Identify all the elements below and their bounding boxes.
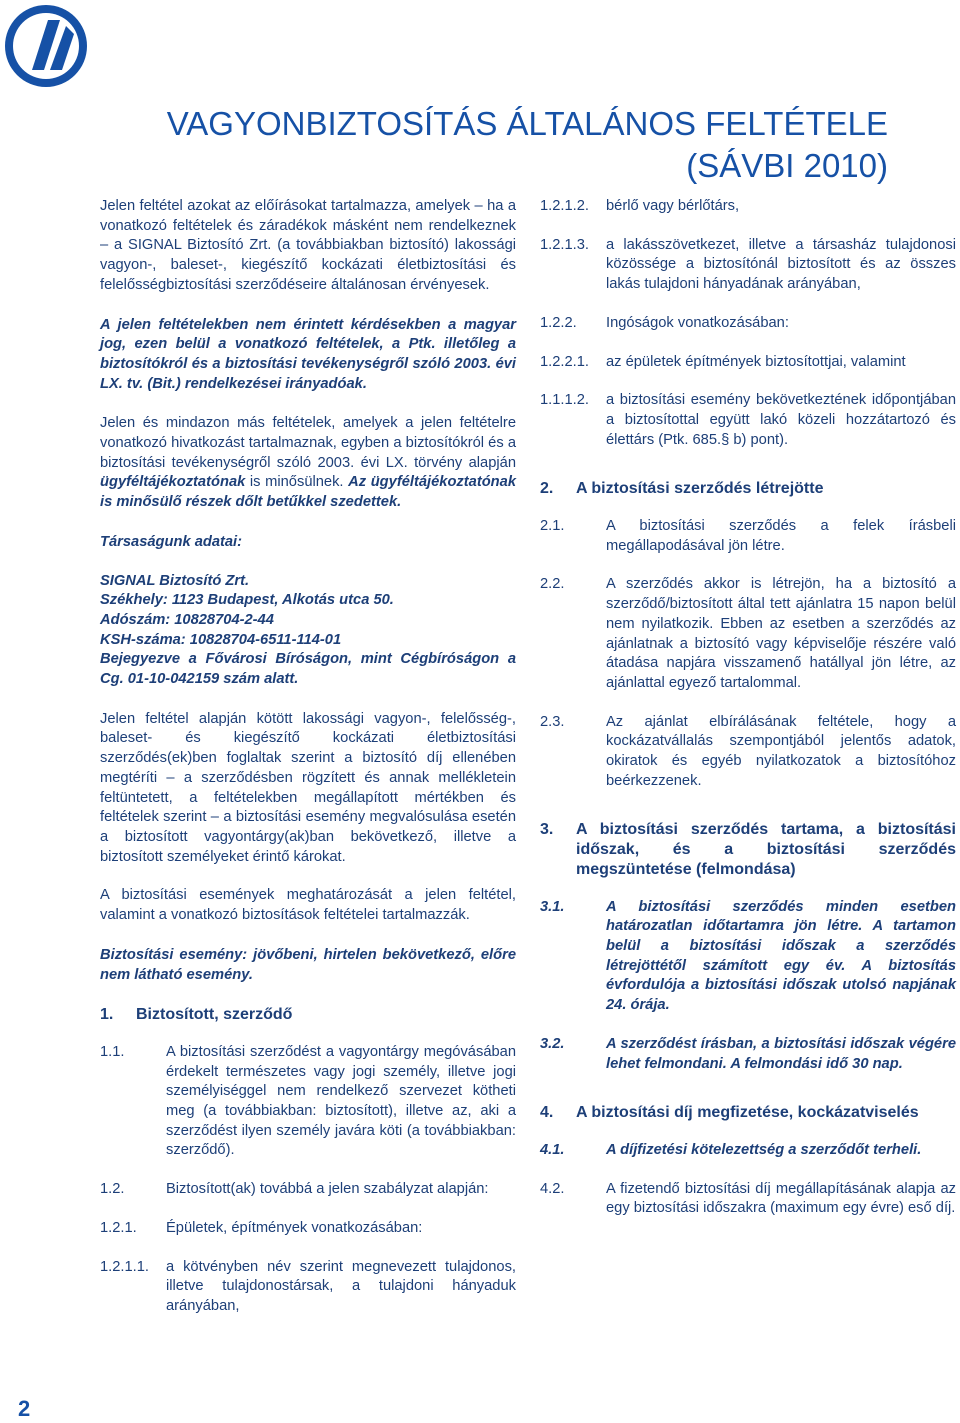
list-item: 2.3. Az ajánlat elbírálásának feltétele, hogy a kockázatvállalás szempontjából jelentős adatok, okiratok és egyéb nyilatkozatok a biztosítóhoz beérkezzenek.	[540, 713, 956, 789]
list-item: 2.1. A biztosítási szerződés a felek írásbeli megállapodásával jön létre.	[540, 518, 956, 554]
list-item: 1.2.1.2. bérlő vagy bérlőtárs,	[540, 198, 740, 214]
company-line: SIGNAL Biztosító Zrt.	[100, 572, 250, 589]
signal-logo-icon	[4, 4, 88, 88]
document-title: VAGYONBIZTOSÍTÁS ÁLTALÁNOS FELTÉTELE	[166, 105, 888, 142]
company-line: Székhely: 1123 Budapest, Alkotás utca 50.	[100, 592, 394, 609]
list-item: 1.2.1.3. a lakásszövetkezet, illetve a társasház tulajdonosi közössége a biztosítónál biztosított és az összes lakás tulajdoni hányadának arányában,	[540, 236, 956, 293]
list-item: 2.2. A szerződés akkor is létrejön, ha a biztosító a szerződő/biztosított által tett ajánlatra 15 napon belül nem nyilatkozik. Ebben az esetben a szerződés az ajánlatnak a biztosító vagy képviselője részére való átadása napjára visszamenő hatállyal jön létre, az ajánlattal egyező tartalommal.	[540, 576, 956, 691]
list-item: 1.2.1. Épületek, építmények vonatkozásában:	[100, 1219, 423, 1236]
list-item: 1.2.1.1. a kötvényben név szerint megnevezett tulajdonos, illetve tulajdonostársak, a tulajdoni hányaduk arányában,	[100, 1258, 516, 1314]
customer-info-paragraph: Jelen és mindazon más feltételek, amelyek a jelen feltételre vonatkozó hivatkozást tartalmaznak, egyben a biztosítókról és a biztosítási tevékenységről szóló 2003. évi LX. törvény alapján ügyféltájékoztatónak is minősülnek. Az ügyféltájékoztatónak is minősülő részek dőlt betűkkel szedettek.	[100, 415, 516, 511]
list-item: 1.1. A biztosítási szerződést a vagyontárgy megóvásában érdekelt természetes vagy jogi személy, illetve jogi személyiséggel nem rendelkező szervezet kötheti meg (a továbbiakban: biztosított), illetve az, aki a szerződést ilyen személy javára köti (a továbbiakban: szerződő).	[100, 1043, 516, 1159]
company-heading: Társaságunk adatai:	[100, 533, 243, 550]
document-subtitle: (SÁVBI 2010)	[686, 147, 888, 184]
company-line: Adószám: 10828704-2-44	[100, 611, 274, 628]
list-item: 1.2.2. Ingóságok vonatkozásában:	[540, 314, 789, 331]
list-item: 3.2. A szerződést írásban, a biztosítási időszak végére lehet felmondani. A felmondási idő 30 nap.	[540, 1035, 956, 1072]
section-heading: 4. A biztosítási díj megfizetése, kockázatviselés	[540, 1104, 919, 1122]
coverage-paragraph: Jelen feltétel alapján kötött lakossági vagyon-, felelősség-, baleset- és kiegészítő kockázati életbiztosítási szerződés(ek)ben foglaltak szerint a biztosító díj ellenében megtéríti – a szerződésben rögzített és annak mellékletein feltüntetett, a feltételekben megállapított mértékben és feltételek szerint – a biztosítási esemény megvalósulása esetén a biztosított vagyontárgy(ak)ban bekövetkező, illetve a biztosított személyeket érintő károkat.	[100, 710, 516, 865]
list-item: 4.2. A fizetendő biztosítási díj megállapításának alapja az egy biztosítási időszakra (maximum egy évre) eső díj.	[540, 1180, 956, 1217]
section-heading: 1. Biztosított, szerződő	[100, 1006, 293, 1024]
list-item: 1.2. Biztosított(ak) továbbá a jelen szabályzat alapján:	[100, 1181, 489, 1198]
right-column	[540, 197, 956, 1219]
company-line: Bejegyezve a Fővárosi Bíróságon, mint Cégbíróságon a Cg. 01-10-042159 szám alatt.	[100, 651, 516, 688]
event-definition: Biztosítási esemény: jövőbeni, hirtelen bekövetkező, előre nem látható esemény.	[100, 946, 516, 983]
section-heading: 2. A biztosítási szerződés létrejötte	[540, 480, 824, 498]
page-number: 2	[18, 1396, 31, 1421]
left-column	[100, 197, 516, 1317]
list-item: 3.1. A biztosítási szerződés minden esetben határozatlan időtartamra jön létre. A tartamon belül a biztosítási időszak a szerződés létrejöttétől számított egy év. A biztosítás évfordulója a biztosítási időszak utolsó napjának 24. órája.	[540, 898, 956, 1014]
events-paragraph: A biztosítási események meghatározását a jelen feltétel, valamint a vonatkozó biztosítások feltételei tartalmazzák.	[100, 887, 516, 924]
list-item: 4.1. A díjfizetési kötelezettség a szerződőt terheli.	[540, 1141, 922, 1158]
list-item: 1.1.1.2. a biztosítási esemény bekövetkeztének időpontjában a biztosítottal együtt lakó közeli hozzátartozó és élettárs (Ptk. 685.§ b) pont).	[540, 392, 956, 448]
governing-law-paragraph: A jelen feltételekben nem érintett kérdésekben a magyar jog, ezen belül a vonatkozó feltételek, a Ptk. illetőleg a biztosítókról és a biztosítási tevékenységről szóló 2003. évi LX. tv. (Bit.) rendelkezései irányadóak.	[100, 316, 516, 392]
list-item: 1.2.2.1. az épületek építmények biztosítottjai, valamint	[540, 353, 906, 370]
intro-paragraph: Jelen feltétel azokat az előírásokat tartalmazza, amelyek – ha a vonatkozó feltételek és záradékok másként nem rendelkeznek – a SIGNAL Biztosító Zrt. (a továbbiakban biztosító) lakossági vagyon-, baleset-, kiegészítő kockázati életbiztosítási és felelősségbiztosítási szerződéseire általánosan érvényesek.	[100, 198, 516, 293]
company-line: KSH-száma: 10828704-6511-114-01	[100, 631, 342, 648]
section-heading: 3. A biztosítási szerződés tartama, a biztosítási időszak, és a biztosítási szerződés megszüntetése (felmondása)	[540, 821, 956, 878]
